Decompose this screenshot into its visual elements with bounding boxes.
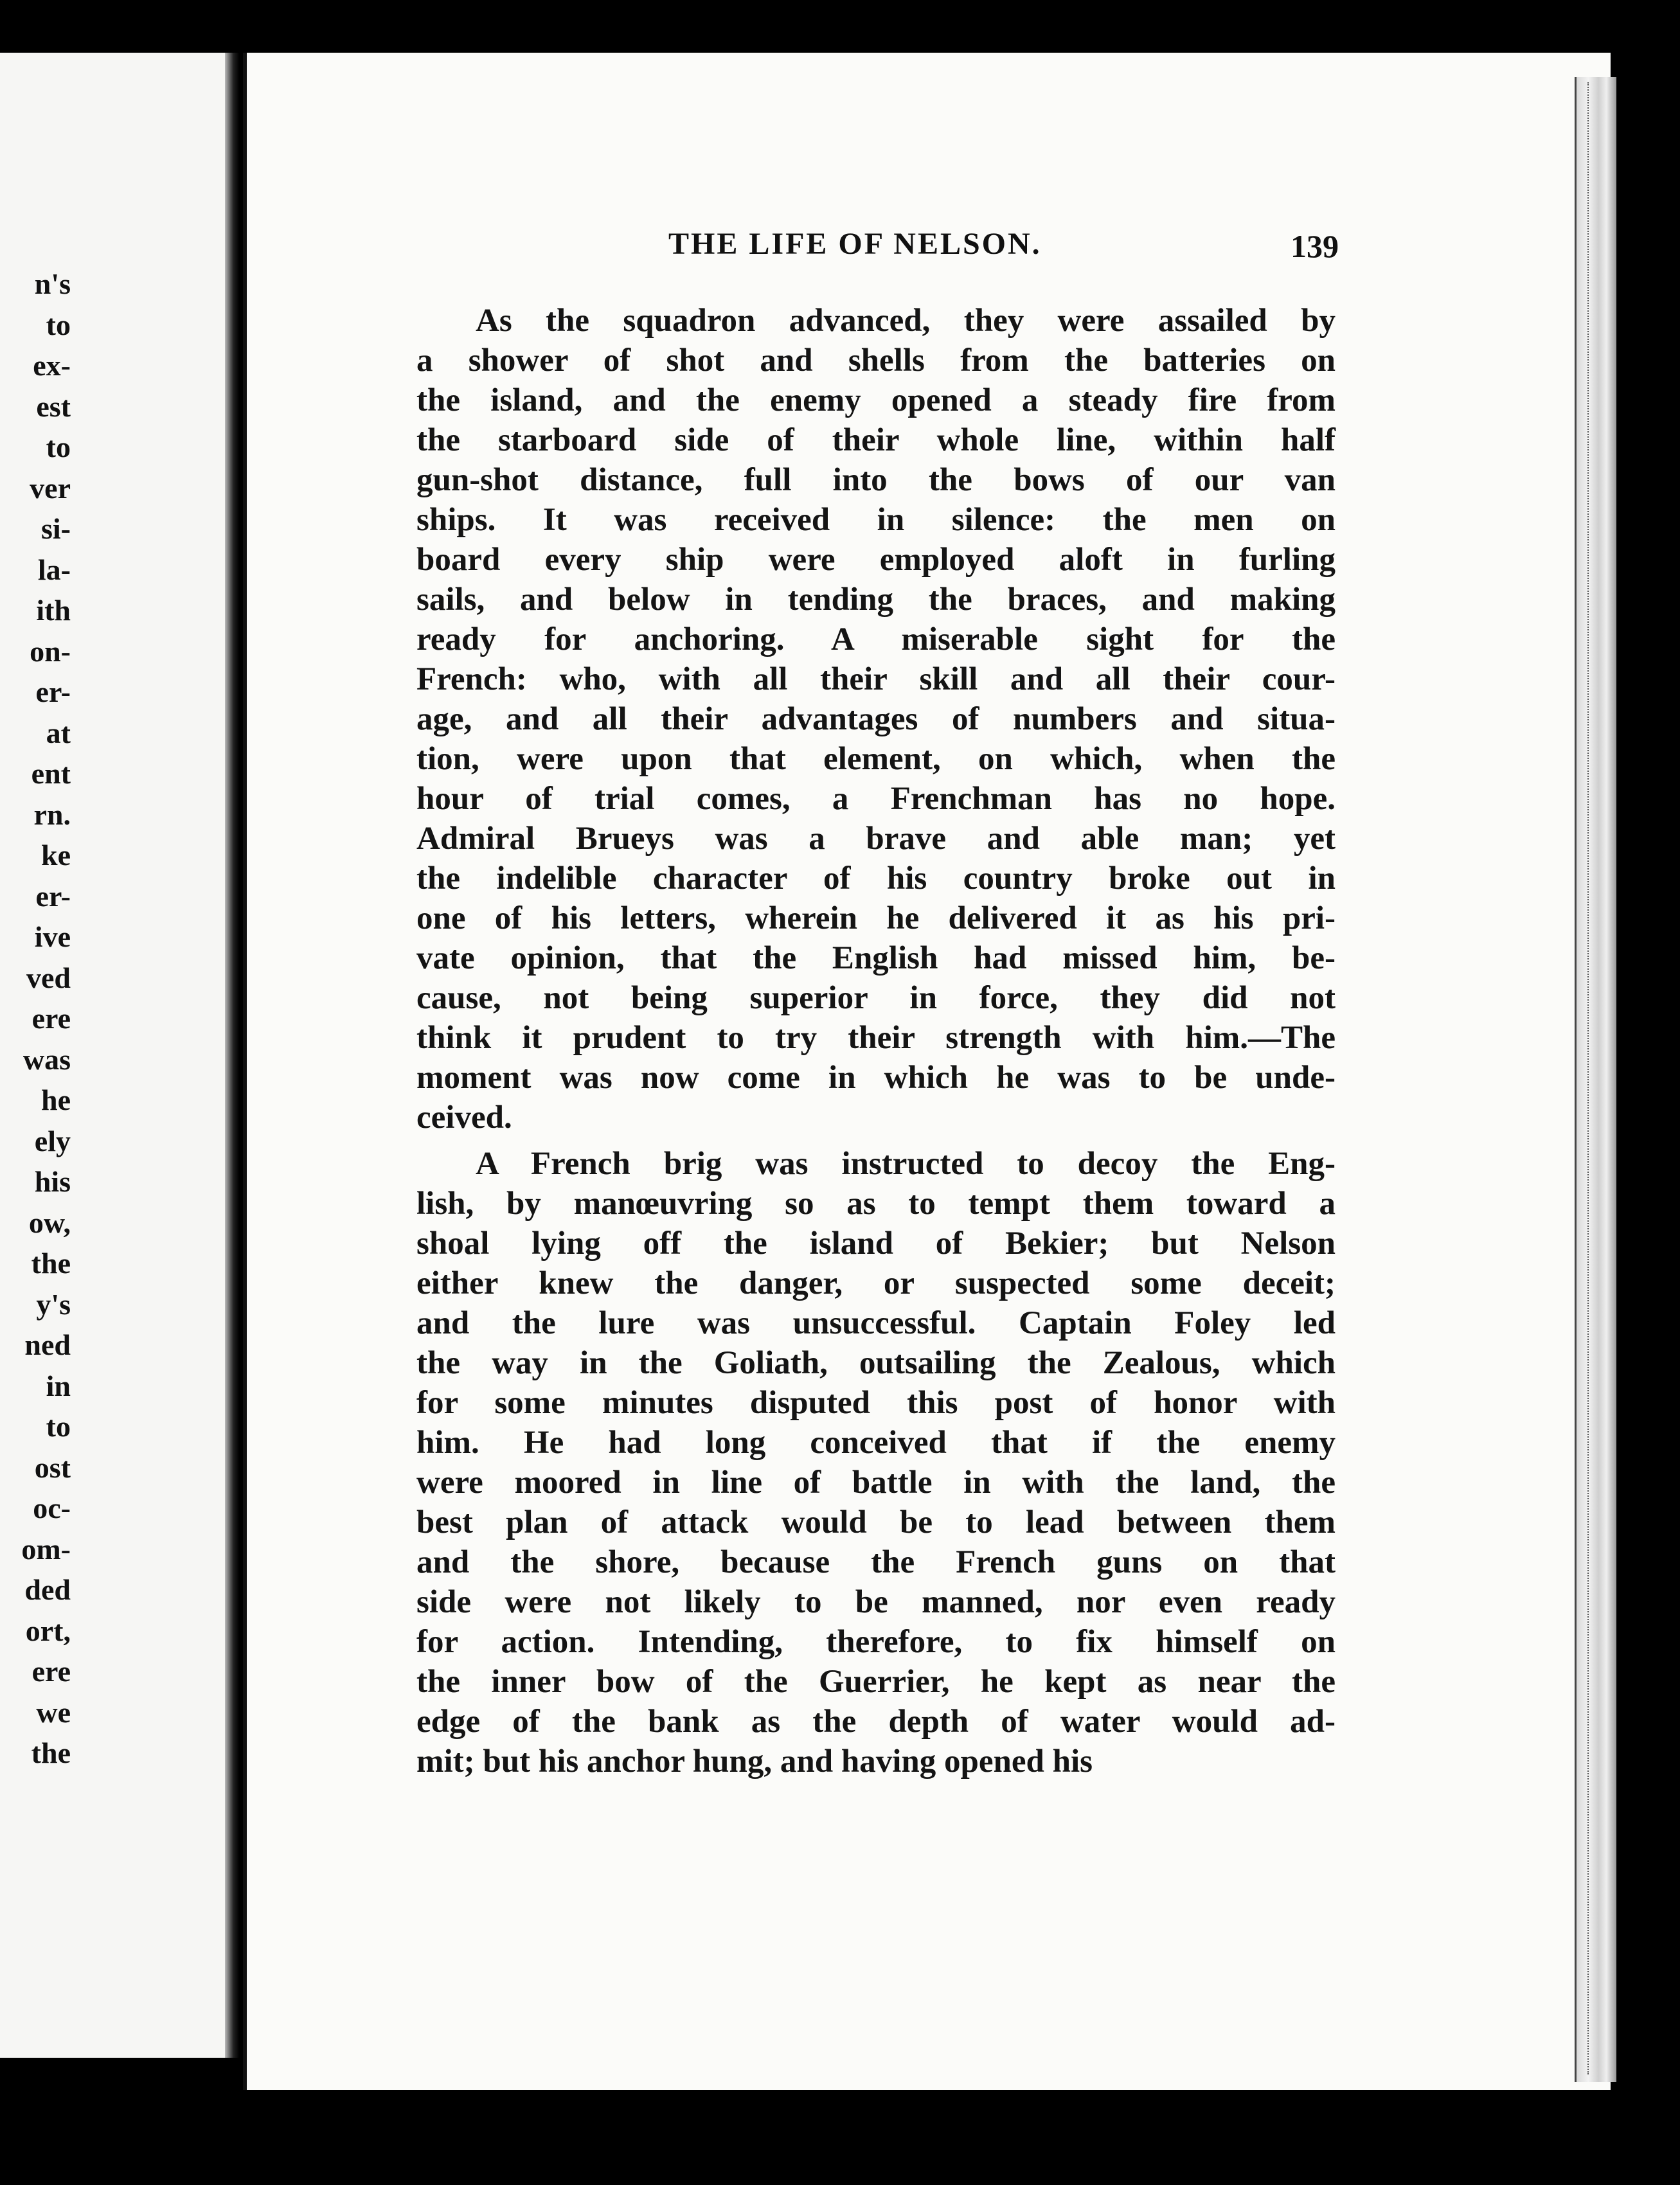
text-line: moment was now come in which he was to be unde-: [416, 1060, 1336, 1096]
paragraph-gap: [416, 1137, 1336, 1144]
previous-page-fragment: ost: [34, 1450, 71, 1484]
previous-page-fragment: ved: [26, 961, 71, 994]
previous-page-fragment: si-: [41, 512, 71, 545]
paragraph: [416, 1144, 1336, 1781]
text-line: for some minutes disputed this post of honor with: [416, 1385, 1336, 1421]
text-line: vate opinion, that the English had missed him, be-: [416, 940, 1336, 976]
text-line: the starboard side of their whole line, within half: [416, 422, 1336, 458]
text-line: and the lure was unsuccessful. Captain Foley led: [416, 1305, 1336, 1341]
previous-page-fragment: the: [31, 1247, 71, 1280]
text-line: best plan of attack would be to lead between them: [416, 1504, 1336, 1540]
text-line: French: who, with all their skill and all their cour-: [416, 661, 1336, 697]
text-line: A French brig was instructed to decoy the Eng-: [476, 1146, 1336, 1182]
previous-page-fragment: oc-: [33, 1492, 71, 1524]
text-line: age, and all their advantages of numbers and situa-: [416, 701, 1336, 737]
previous-page-fragment: in: [46, 1369, 71, 1402]
previous-page-fragment: we: [36, 1695, 71, 1729]
page-number: 139: [1291, 228, 1339, 264]
previous-page-fragment: ort,: [25, 1614, 71, 1647]
previous-page-fragment: ow,: [28, 1206, 71, 1239]
text-line: him. He had long conceived that if the enemy: [416, 1425, 1336, 1461]
previous-page-fragment: ned: [24, 1328, 71, 1361]
previous-page-fragment: ely: [34, 1124, 71, 1157]
previous-page-fragment: er-: [35, 879, 71, 913]
previous-page-fragment: ere: [31, 1002, 71, 1035]
text-line: gun-shot distance, full into the bows of our van: [416, 462, 1336, 498]
paragraph: [416, 301, 1336, 1137]
previous-page-fragment: la-: [37, 553, 71, 586]
previous-page-fragment: ex-: [33, 349, 71, 382]
text-line: edge of the bank as the depth of water would ad-: [416, 1704, 1336, 1740]
previous-page-fragment: ith: [36, 594, 71, 627]
previous-page-fragment: to: [46, 308, 71, 341]
text-line: board every ship were employed aloft in furling: [416, 542, 1336, 578]
page-edges: [1575, 77, 1616, 2082]
page-edge-dots: [1587, 82, 1593, 2074]
text-line: the inner bow of the Guerrier, he kept as near the: [416, 1664, 1336, 1700]
text-line: one of his letters, wherein he delivered it as his pri-: [416, 900, 1336, 936]
text-line: the way in the Goliath, outsailing the Zealous, which: [416, 1345, 1336, 1381]
previous-page-fragment: y's: [36, 1287, 71, 1321]
text-line: As the squadron advanced, they were assailed by: [476, 303, 1336, 339]
text-line: side were not likely to be manned, nor even ready: [416, 1584, 1336, 1620]
text-line: hour of trial comes, a Frenchman has no hope.: [416, 781, 1336, 817]
previous-page-fragment: he: [41, 1084, 71, 1116]
body-text: [416, 301, 1336, 1781]
previous-page-fragment: est: [36, 389, 71, 423]
text-line: mit; but his anchor hung, and having opened his: [416, 1744, 1093, 1779]
text-line: ships. It was received in silence: the men on: [416, 502, 1336, 538]
previous-page-fragment: ver: [30, 471, 71, 504]
text-line: and the shore, because the French guns on that: [416, 1544, 1336, 1580]
previous-page-fragment: on-: [30, 634, 71, 668]
text-line: a shower of shot and shells from the batteries on: [416, 343, 1336, 379]
text-line: ready for anchoring. A miserable sight for the: [416, 621, 1336, 657]
previous-page-fragment: om-: [21, 1532, 71, 1565]
text-line: tion, were upon that element, on which, when the: [416, 741, 1336, 777]
running-head: THE LIFE OF NELSON.: [668, 227, 1042, 261]
previous-page-fragment: ere: [31, 1655, 71, 1688]
text-line: the indelible character of his country broke out in: [416, 861, 1336, 896]
text-line: the island, and the enemy opened a steady fire from: [416, 382, 1336, 418]
previous-page-fragment: the: [31, 1736, 71, 1769]
previous-page-fragment: his: [34, 1165, 71, 1198]
previous-page-fragment: was: [22, 1042, 71, 1076]
text-line: cause, not being superior in force, they did not: [416, 980, 1336, 1016]
text-line: were moored in line of battle in with the land, the: [416, 1465, 1336, 1501]
text-line: shoal lying off the island of Bekier; but Nelson: [416, 1226, 1336, 1262]
previous-page-fragment: rn.: [33, 798, 71, 831]
previous-page-fragment: to: [46, 1410, 71, 1443]
previous-page-fragment: ive: [34, 920, 71, 953]
previous-page-fragment: to: [46, 431, 71, 463]
previous-page-fragment: at: [46, 716, 71, 749]
text-line: either knew the danger, or suspected some deceit;: [416, 1265, 1336, 1301]
text-line: think it prudent to try their strength with him.—The: [416, 1020, 1336, 1056]
text-line: sails, and below in tending the braces, and making: [416, 582, 1336, 618]
previous-page-fragment: n's: [34, 267, 71, 300]
previous-page-fragment: ded: [24, 1573, 71, 1606]
text-line: ceived.: [416, 1100, 512, 1136]
text-line: Admiral Brueys was a brave and able man; yet: [416, 821, 1336, 857]
text-line: for action. Intending, therefore, to fix himself on: [416, 1624, 1336, 1660]
text-line: lish, by manœuvring so as to tempt them toward a: [416, 1186, 1336, 1222]
previous-page-text-fragments: [0, 263, 71, 1774]
previous-page-fragment: er-: [35, 675, 71, 708]
book-gutter: [225, 53, 239, 2058]
previous-page-fragment: ke: [41, 839, 71, 871]
previous-page-fragment: ent: [31, 757, 71, 790]
